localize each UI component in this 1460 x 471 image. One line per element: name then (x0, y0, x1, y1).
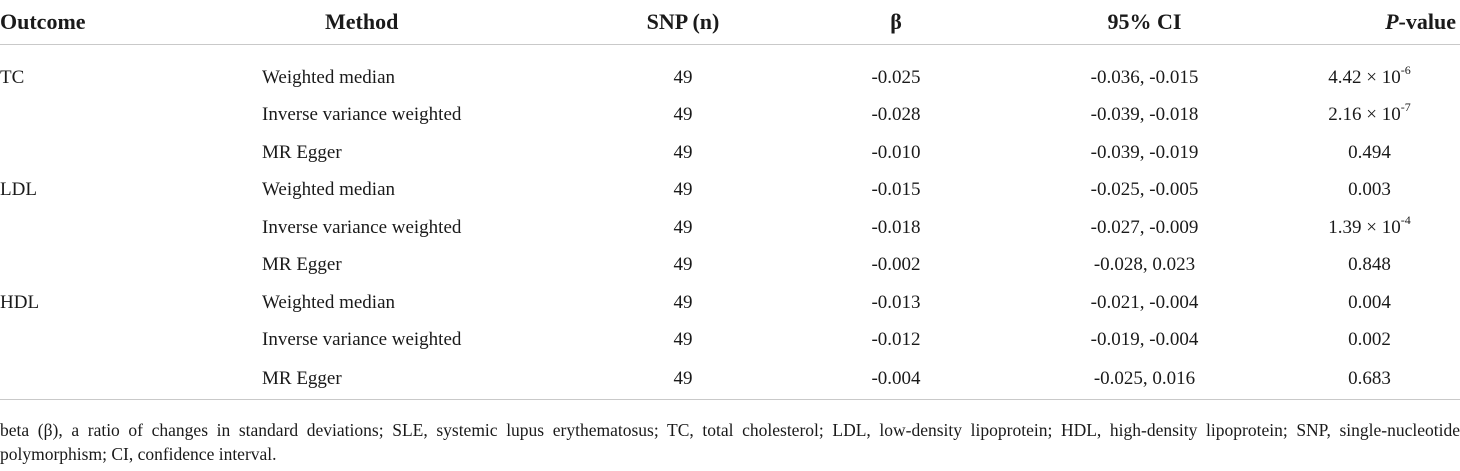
header-ci: 95% CI (1016, 0, 1273, 45)
table-row (0, 172, 1460, 210)
cell-beta: -0.025 (871, 66, 921, 88)
header-row (0, 0, 1460, 45)
cell-method: Inverse variance weighted (262, 329, 462, 351)
table-footnote: beta (β), a ratio of changes in standard deviations; SLE, systemic lupus erythematosus; TC, total cholesterol; LDL, low-density lipoprotein; HDL, high-density lipoprotein; SNP, single-nucleotide polymorphism; CI, confidence interval. (0, 420, 1460, 464)
cell-method: MR Egger (262, 254, 342, 276)
p-value-base: 0.683 (1348, 368, 1391, 389)
cell-p-value (1273, 172, 1460, 210)
header-outcome: Outcome (0, 0, 260, 45)
cell-p-value (1273, 322, 1460, 360)
cell-p-value (1273, 59, 1460, 97)
p-value-base: 0.003 (1348, 179, 1391, 201)
cell-method: Weighted median (262, 291, 396, 313)
cell-outcome: LDL (0, 179, 37, 201)
p-value-base: 1.39 × 10 (1328, 216, 1401, 238)
header-p-value (1273, 0, 1460, 45)
cell-beta: -0.010 (871, 141, 921, 163)
cell-method: Inverse variance weighted (262, 216, 462, 238)
cell-p-value (1273, 247, 1460, 285)
cell-confidence-interval: -0.039, -0.019 (1090, 141, 1199, 163)
cell-snp-count: 49 (673, 104, 693, 126)
cell-outcome (0, 247, 260, 285)
table-row (0, 247, 1460, 285)
cell-p-value (1273, 209, 1460, 247)
cell-snp-count: 49 (673, 141, 693, 163)
cell-snp-count: 49 (673, 216, 693, 238)
cell-snp-count: 49 (590, 359, 776, 400)
cell-snp-count: 49 (673, 291, 693, 313)
cell-method: Inverse variance weighted (262, 104, 462, 126)
cell-snp-count: 49 (673, 329, 693, 351)
cell-beta: -0.002 (871, 254, 921, 276)
cell-beta: -0.028 (871, 104, 921, 126)
cell-confidence-interval: -0.025, -0.005 (1090, 179, 1199, 201)
cell-beta: -0.013 (871, 291, 921, 313)
table-row (0, 209, 1460, 247)
table-row (0, 359, 1460, 400)
p-value-base: 4.42 × 10 (1328, 66, 1401, 88)
cell-outcome: HDL (0, 291, 40, 313)
cell-confidence-interval: -0.021, -0.004 (1090, 291, 1199, 313)
p-value-exponent: -7 (1400, 100, 1411, 115)
table-row (0, 134, 1460, 172)
p-value-base: 0.004 (1348, 291, 1391, 313)
cell-p-value (1273, 97, 1460, 135)
cell-confidence-interval: -0.036, -0.015 (1090, 66, 1199, 88)
cell-confidence-interval: -0.039, -0.018 (1090, 104, 1199, 126)
header-p-rest: -value (1398, 9, 1456, 34)
header-method: Method (260, 0, 590, 45)
cell-outcome (0, 134, 260, 172)
cell-method: Weighted median (262, 179, 396, 201)
cell-outcome (0, 322, 260, 360)
p-value-base: 2.16 × 10 (1328, 104, 1401, 126)
cell-beta: -0.004 (776, 359, 1016, 400)
cell-beta: -0.018 (871, 216, 921, 238)
p-value-base: 0.002 (1348, 329, 1391, 351)
cell-p-value (1273, 359, 1460, 400)
cell-snp-count: 49 (673, 66, 693, 88)
p-value-exponent: -4 (1400, 212, 1411, 227)
header-snp: SNP (n) (590, 0, 776, 45)
cell-method: MR Egger (262, 141, 342, 163)
table-row (0, 59, 1460, 97)
header-beta: β (776, 0, 1016, 45)
cell-confidence-interval: -0.028, 0.023 (1093, 254, 1196, 276)
cell-confidence-interval: -0.019, -0.004 (1090, 329, 1199, 351)
cell-outcome (0, 359, 260, 400)
cell-confidence-interval: -0.025, 0.016 (1016, 359, 1273, 400)
table-row (0, 97, 1460, 135)
cell-method: Weighted median (262, 66, 396, 88)
cell-snp-count: 49 (673, 179, 693, 201)
p-value-base: 0.848 (1348, 254, 1391, 276)
p-value-exponent: -6 (1400, 62, 1411, 77)
table-row (0, 322, 1460, 360)
cell-beta: -0.015 (871, 179, 921, 201)
cell-p-value (1273, 134, 1460, 172)
p-value-base: 0.494 (1348, 141, 1391, 163)
cell-method: MR Egger (260, 359, 590, 400)
cell-beta: -0.012 (871, 329, 921, 351)
header-spacer (0, 45, 1460, 60)
table-header (0, 0, 1460, 59)
table-row (0, 284, 1460, 322)
cell-outcome (0, 209, 260, 247)
table-body (0, 59, 1460, 400)
cell-outcome: TC (0, 66, 25, 88)
cell-confidence-interval: -0.027, -0.009 (1090, 216, 1199, 238)
header-p-italic: P (1385, 9, 1399, 34)
cell-p-value (1273, 284, 1460, 322)
cell-outcome (0, 97, 260, 135)
cell-snp-count: 49 (673, 254, 693, 276)
